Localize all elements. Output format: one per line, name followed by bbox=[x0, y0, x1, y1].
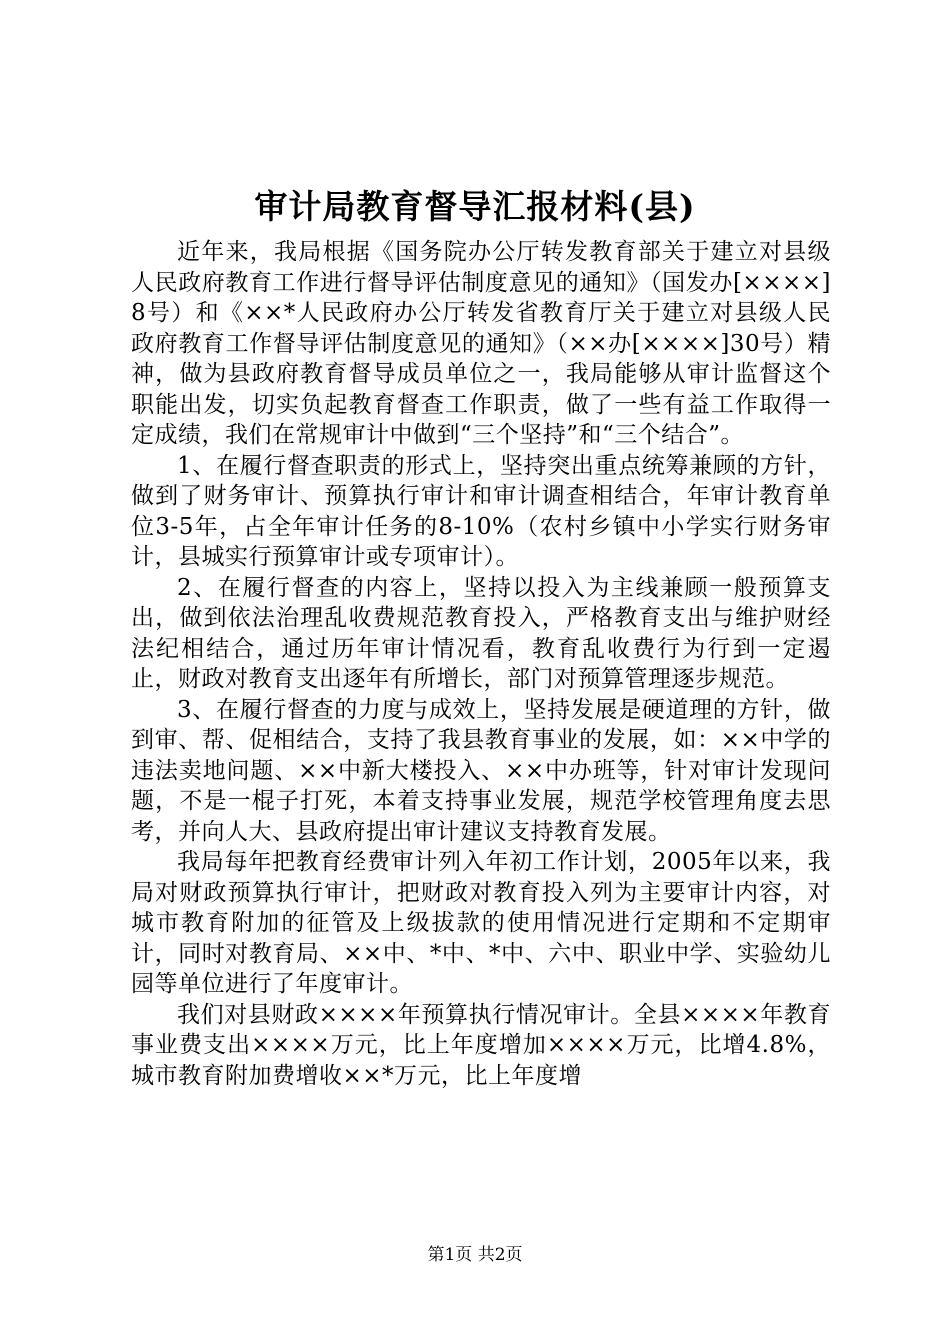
paragraph-item-2: 2、在履行督查的内容上，坚持以投入为主线兼顾一般预算支出，做到依法治理乱收费规范教育投入，严格教育支出与维护财经法纪相结合，通过历年审计情况看，教育乱收费行为行到一定遏止，财政对教育支出逐年有所增长，部门对预算管理逐步规范。 bbox=[131, 574, 831, 692]
paragraph-annual-audit: 我局每年把教育经费审计列入年初工作计划，2005年以来，我局对财政预算执行审计，把财政对教育投入列为主要审计内容，对城市教育附加的征管及上级拔款的使用情况进行定期和不定期审计，同时对教育局、××中、*中、*中、六中、职业中学、实验幼儿园等单位进行了年度审计。 bbox=[131, 849, 831, 997]
paragraph-intro: 近年来，我局根据《国务院办公厅转发教育部关于建立对县级人民政府教育工作进行督导评估制度意见的通知》（国发办[××××]8号）和《××*人民政府办公厅转发省教育厅关于建立对县级人民政府教育工作督导评估制度意见的通知》（××办[××××]30号）精神，做为县政府教育督导成员单位之一，我局能够从审计监督这个职能出发，切实负起教育督查工作职责，做了一些有益工作取得一定成绩，我们在常规审计中做到“三个坚持”和“三个结合”。 bbox=[131, 239, 831, 448]
paragraph-budget-audit: 我们对县财政××××年预算执行情况审计。全县××××年教育事业费支出××××万元，比上年度增加××××万元，比增4.8%，城市教育附加费增收××*万元，比上年度增 bbox=[131, 1001, 832, 1089]
document-title: 审计局教育督导汇报材料(县) bbox=[254, 187, 696, 226]
document-body bbox=[131, 237, 831, 1091]
paragraph-item-1: 1、在履行督查职责的形式上，坚持突出重点统筹兼顾的方针，做到了财务审计、预算执行审计和审计调查相结合，年审计教育单位3-5年，占全年审计任务的8-10%（农村乡镇中小学实行财务审计，县城实行预算审计或专项审计）。 bbox=[131, 452, 831, 570]
paragraph-item-3: 3、在履行督查的力度与成效上，坚持发展是硬道理的方针，做到审、帮、促相结合，支持了我县教育事业的发展，如：××中学的违法卖地问题、××中新大楼投入、××中办班等，针对审计发现问题，不是一棍子打死，本着支持事业发展，规范学校管理角度去思考，并向人大、县政府提出审计建议支持教育发展。 bbox=[131, 696, 831, 845]
page-footer: 第1页 共2页 bbox=[427, 1245, 523, 1265]
